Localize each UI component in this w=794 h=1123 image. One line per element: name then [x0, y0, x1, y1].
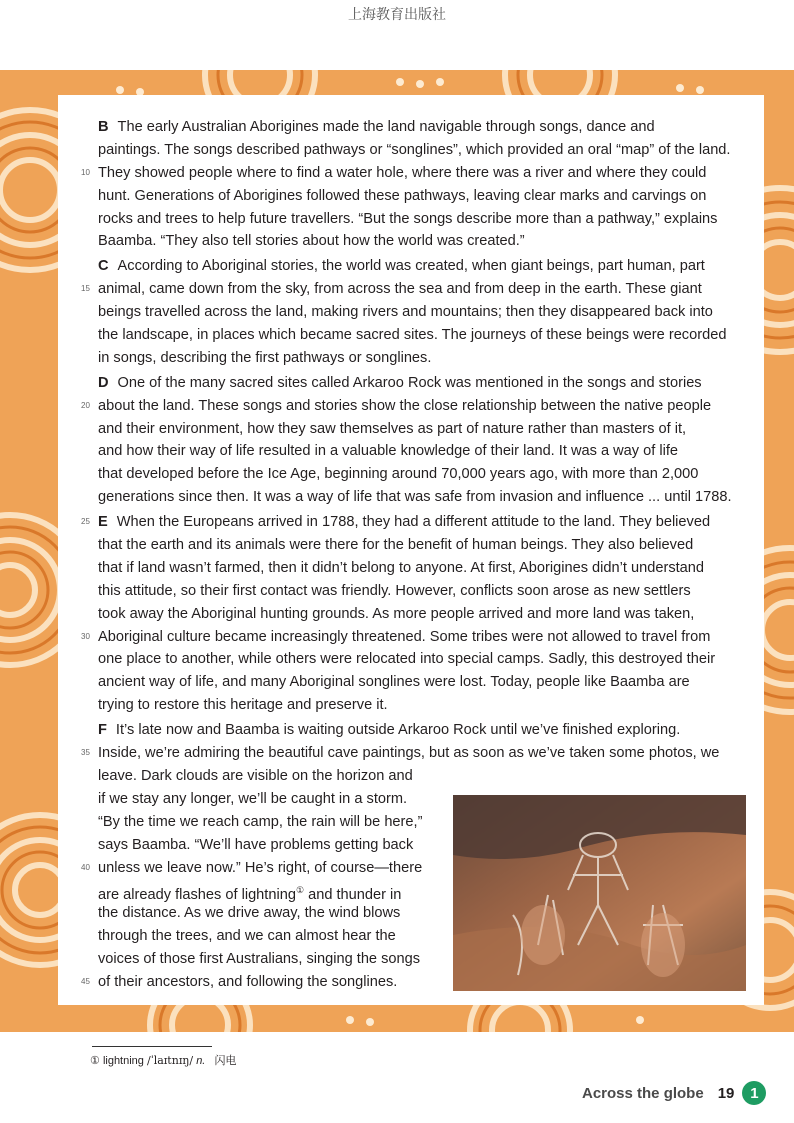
paragraph-b: [81, 116, 738, 253]
text-line: that if land wasn’t farmed, then it didn’t belong to anyone. At first, Aborigines didn’t understand: [98, 559, 705, 576]
text-line: and their environment, how they saw themselves as part of nature rather than masters of it,: [98, 420, 687, 437]
text-line: says Baamba. “We’ll have problems getting back: [98, 836, 414, 853]
text-line: paintings. The songs described pathways or “songlines”, which provided an oral “map” of the land.: [98, 141, 731, 158]
text-line: that developed before the Ice Age, beginning around 70,000 years ago, with more than 2,000: [98, 466, 699, 483]
text-line: ancient way of life, and many Aboriginal songlines were lost. Today, people like Baamba are: [98, 674, 690, 691]
paragraph-letter: D: [98, 374, 109, 391]
footnote-meaning: 闪电: [214, 1054, 237, 1067]
publisher-header: 上海教育出版社: [348, 7, 446, 23]
text-line: rocks and trees to help future travellers. “But the songs describe more than a pathway,” explains: [98, 210, 718, 227]
paragraph-letter: C: [98, 258, 109, 275]
text-line: unless we leave now.” He’s right, of course—there: [98, 859, 423, 876]
footnote-word: lightning: [102, 1055, 144, 1067]
line-number: 40: [81, 862, 90, 872]
paragraph-letter: F: [98, 722, 107, 739]
line-number: 10: [81, 167, 90, 177]
text-line: leave. Dark clouds are visible on the horizon and: [98, 767, 413, 784]
text-line: generations since then. It was a way of life that was safe from invasion and influence ... until 1788.: [98, 489, 732, 506]
page-number: 19: [717, 1084, 735, 1102]
text-line: The early Australian Aborigines made the land navigable through songs, dance and: [117, 119, 655, 135]
text-line: and thunder in: [308, 887, 402, 904]
text-line: According to Aboriginal stories, the world was created, when giant beings, part human, part: [117, 258, 705, 275]
text-line: hunt. Generations of Aborigines followed these pathways, leaving clear marks and carvings on: [98, 187, 707, 204]
paragraph-letter: B: [98, 119, 109, 135]
footnote-reference[interactable]: ①: [295, 885, 305, 896]
text-line: the landscape, in places which became sacred sites. The journeys of these beings were recorded: [98, 327, 727, 344]
text-line: voices of those first Australians, singing the songs: [98, 951, 421, 968]
paragraph-d: [81, 372, 738, 509]
text-line: animal, came down from the sky, from across the sea and from deep in the earth. These giant: [98, 281, 702, 298]
line-number: 45: [81, 976, 90, 986]
footnote-pos: n.: [196, 1055, 206, 1067]
text-line: the distance. As we drive away, the wind blows: [98, 905, 401, 922]
paragraph-letter: E: [98, 514, 108, 531]
text-line: are already flashes of lightning: [98, 887, 296, 904]
text-line: Baamba. “They also tell stories about how the world was created.”: [98, 233, 525, 250]
text-line: if we stay any longer, we’ll be caught in a storm.: [98, 790, 408, 807]
text-line: They showed people where to find a water hole, where there was a river and where they could: [98, 164, 707, 181]
line-number: 25: [81, 517, 90, 527]
text-line: When the Europeans arrived in 1788, they had a different attitude to the land. They believed: [116, 514, 711, 531]
paragraph-e: [81, 511, 738, 717]
text-line: that the earth and its animals were there for the benefit of human beings. They also believed: [98, 537, 694, 554]
paragraph-c: [81, 255, 738, 369]
text-line: Inside, we’re admiring the beautiful cave paintings, but as soon as we’ve taken some photos, we: [98, 745, 720, 762]
line-number: 20: [81, 400, 90, 410]
text-line: this attitude, so their first contact was friendly. However, conflicts soon arose as new settlers: [98, 582, 691, 599]
text-line: Aboriginal culture became increasingly threatened. Some tribes were not allowed to travel from: [98, 628, 711, 645]
text-line: of their ancestors, and following the songlines.: [98, 973, 398, 990]
article-body: [81, 116, 738, 996]
footnote-marker: ①: [90, 1055, 100, 1067]
text-line: beings travelled across the land, making rivers and mountains; then they disappeared back into: [98, 304, 713, 321]
text-line: through the trees, and we can almost hear the: [98, 928, 396, 945]
text-line: “By the time we reach camp, the rain will be here,”: [98, 813, 423, 830]
footnote-pronunciation: /ˈlaɪtnɪŋ/: [146, 1054, 194, 1067]
text-line: One of the many sacred sites called Arkaroo Rock was mentioned in the songs and stories: [117, 374, 702, 391]
text-line: one place to another, while others were relocated into special camps. Sadly, this destroyed their: [98, 651, 716, 668]
line-number: 15: [81, 284, 90, 294]
text-line: It’s late now and Baamba is waiting outside Arkaroo Rock until we’ve finished exploring.: [115, 722, 681, 739]
text-line: took away the Aboriginal hunting grounds. As more people arrived and more land was taken,: [98, 605, 695, 622]
line-number: 30: [81, 631, 90, 641]
text-line: in songs, describing the first pathways or songlines.: [98, 349, 432, 366]
footnote-divider: [92, 1046, 212, 1047]
text-line: and how their way of life resulted in a valuable knowledge of their land. It was a way of life: [98, 443, 679, 460]
text-line: trying to restore this heritage and preserve it.: [98, 697, 388, 714]
text-line: about the land. These songs and stories show the close relationship between the native people: [98, 397, 712, 414]
footnote: [90, 1052, 236, 1068]
page-footer: [582, 1078, 766, 1108]
unit-number-badge: 1: [742, 1081, 766, 1105]
unit-title: Across the globe: [582, 1084, 704, 1102]
paragraph-f: [81, 719, 738, 994]
line-number: 35: [81, 748, 90, 758]
